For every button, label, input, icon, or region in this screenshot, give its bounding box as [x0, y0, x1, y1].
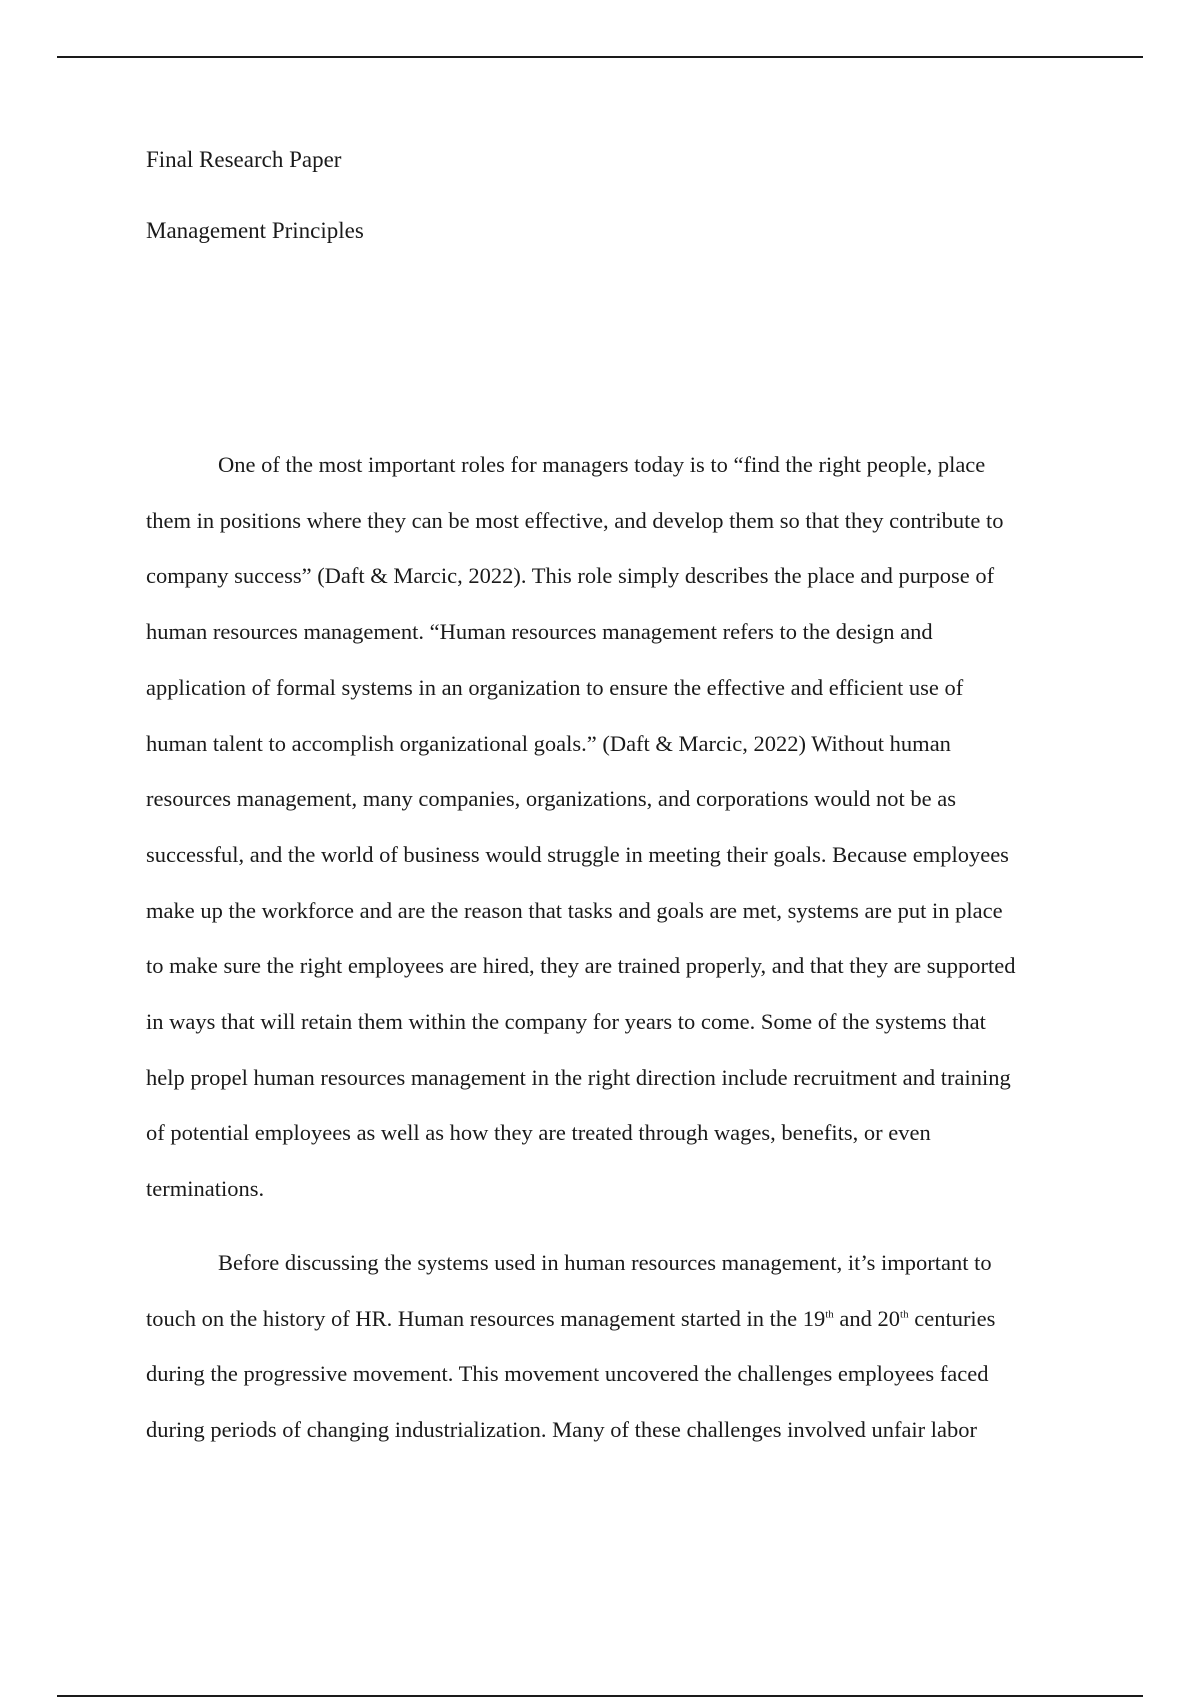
paragraph-2 [146, 1235, 1086, 1458]
text-line: Before discussing the systems used in human resources management, it’s important to [218, 1250, 992, 1275]
bottom-rule [57, 1695, 1143, 1697]
paper-title: Final Research Paper [146, 147, 342, 172]
text-line: to make sure the right employees are hired, they are trained properly, and that they are supported [146, 953, 1016, 979]
superscript: th [825, 1308, 834, 1321]
text-segment: touch on the history of HR. Human resources management started in the 19 [146, 1305, 826, 1331]
text-line: help propel human resources management in the right direction include recruitment and training [146, 1064, 1011, 1090]
text-line: during the progressive movement. This movement uncovered the challenges employees faced [146, 1361, 989, 1387]
text-line: them in positions where they can be most effective, and develop them so that they contribute to [146, 507, 1004, 533]
text-line: resources management, many companies, organizations, and corporations would not be as [146, 786, 956, 812]
course-name: Management Principles [146, 218, 364, 243]
text-line: in ways that will retain them within the company for years to come. Some of the systems that [146, 1009, 986, 1035]
text-segment: centuries [908, 1305, 996, 1331]
text-line: successful, and the world of business would struggle in meeting their goals. Because employees [146, 841, 1009, 867]
text-line: company success” (Daft & Marcic, 2022). This role simply describes the place and purpose of [146, 563, 995, 589]
text-line: One of the most important roles for managers today is to “find the right people, place [218, 452, 986, 477]
text-line: make up the workforce and are the reason that tasks and goals are met, systems are put in place [146, 897, 1003, 923]
text-line: of potential employees as well as how they are treated through wages, benefits, or even [146, 1120, 931, 1146]
text-segment: and 20 [833, 1305, 901, 1331]
text-line: during periods of changing industrialization. Many of these challenges involved unfair labor [146, 1417, 978, 1443]
paragraph-1 [146, 437, 1086, 1217]
superscript: th [900, 1308, 909, 1321]
text-line-with-superscripts [146, 1291, 1086, 1347]
text-line: human resources management. “Human resources management refers to the design and [146, 619, 933, 645]
text-line: terminations. [146, 1176, 265, 1202]
text-line: human talent to accomplish organizational goals.” (Daft & Marcic, 2022) Without human [146, 730, 951, 756]
text-line: application of formal systems in an organization to ensure the effective and efficient use of [146, 674, 964, 700]
top-rule [57, 56, 1143, 58]
